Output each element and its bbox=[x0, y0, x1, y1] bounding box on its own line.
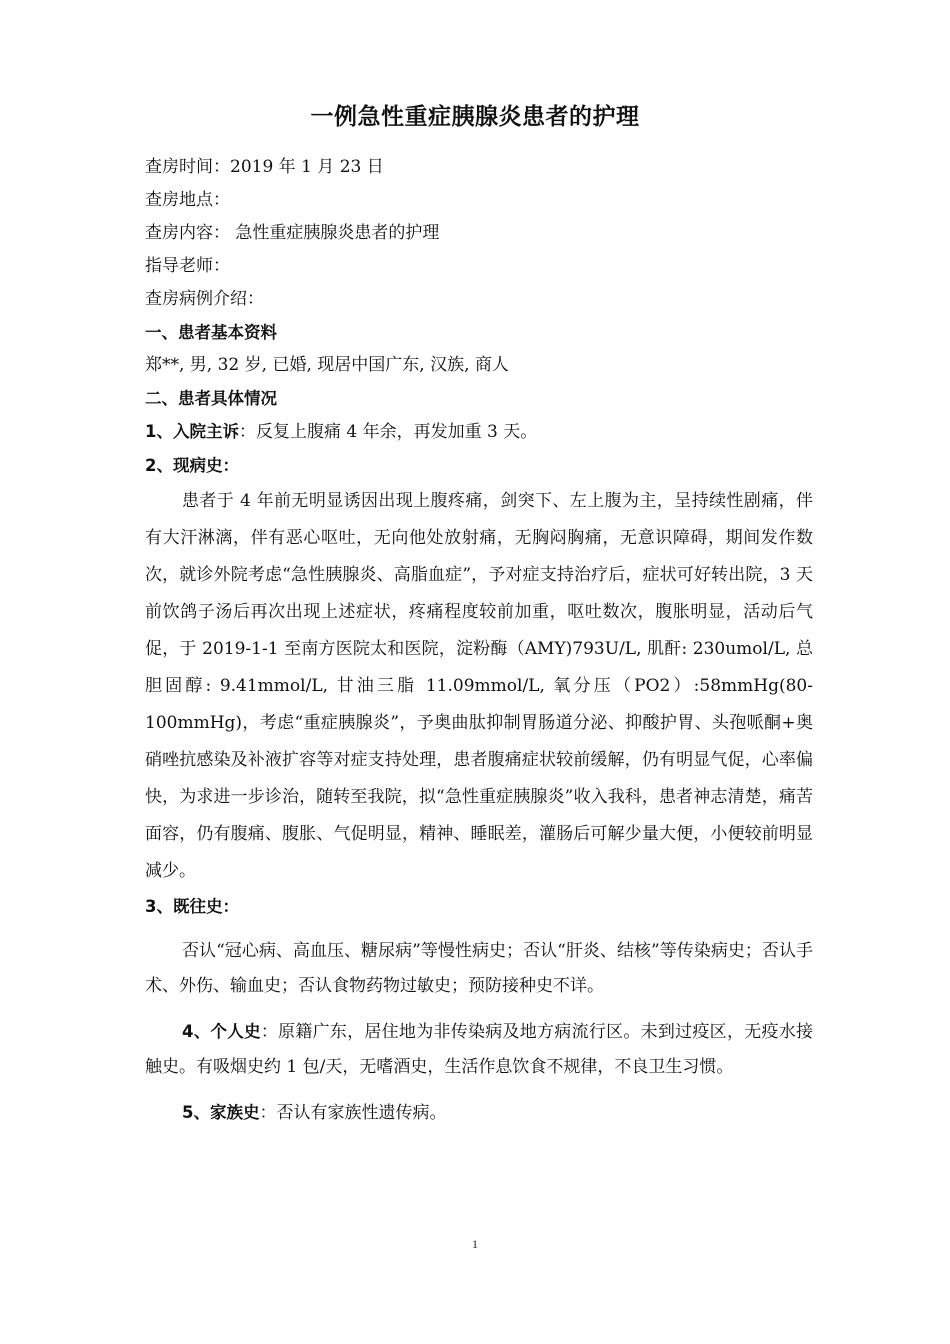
past-history-label: 3、既往史 bbox=[145, 897, 223, 916]
family-history-label: 5、家族史 bbox=[182, 1103, 260, 1122]
personal-history-label: 4、个人史 bbox=[182, 1022, 261, 1041]
personal-history-text: ：原籍广东，居住地为非传染病及地方病流行区。未到过疫区，无疫水接触史。有吸烟史约 1 包/天，无嗜酒史，生活作息饮食不规律，不良卫生习惯。 bbox=[145, 1022, 814, 1077]
rounds-content: 查房内容： 急性重症胰腺炎患者的护理 bbox=[145, 223, 440, 243]
spacer bbox=[145, 1004, 813, 1014]
present-history-colon: ： bbox=[222, 456, 239, 475]
rounds-case-intro: 查房病例介绍： bbox=[145, 289, 264, 309]
section-basic-info-heading: 一、患者基本资料 bbox=[145, 323, 277, 342]
document-title: 一例急性重症胰腺炎患者的护理 bbox=[310, 104, 640, 130]
rounds-place: 查房地点： bbox=[145, 190, 230, 210]
chief-complaint-label: 1、入院主诉 bbox=[145, 422, 239, 441]
rounds-teacher: 指导老师： bbox=[145, 256, 230, 276]
spacer bbox=[145, 1085, 813, 1095]
personal-history bbox=[145, 1014, 813, 1085]
present-history-heading bbox=[145, 449, 813, 483]
patient-basic-info: 郑**, 男, 32 岁, 已婚, 现居中国广东, 汉族, 商人 bbox=[145, 355, 509, 375]
rounds-time: 查房时间：2019 年 1 月 23 日 bbox=[145, 157, 384, 177]
past-history-heading bbox=[145, 890, 813, 924]
present-history-label: 2、现病史 bbox=[145, 456, 223, 475]
chief-complaint-text: ：反复上腹痛 4 年余，再发加重 3 天。 bbox=[238, 422, 538, 442]
present-history-text: 患者于 4 年前无明显诱因出现上腹疼痛，剑突下、左上腹为主，呈持续性剧痛，伴有大汗淋漓，伴有恶心呕吐，无向他处放射痛，无胸闷胸痛，无意识障碍，期间发作数次，就诊外院考虑“急性胰腺炎、高脂血症”，予对症支持治疗后，症状可好转出院，3 天前饮鸽子汤后再次出现上述症状，疼痛程度较前加重，呕吐数次，腹胀明显，活动后气促，于 2019-1-1 至南方医院太和医院，淀粉酶（AMY)793U/L, 肌酐: 230umol/L, 总胆固醇: 9.41mmol/L, 甘油三脂 11.09mmol/L, 氧分压（PO2）:58mmHg(80-100mmHg)，考虑“重症胰腺炎”，予奥曲肽抑制胃肠道分泌、抑酸护胃、头孢哌酮+奥硝唑抗感染及补液扩容等对症支持处理，患者腹痛症状较前缓解，仍有明显气促，心率偏快，为求进一步诊治，随转至我院，拟“急性重症胰腺炎”收入我科，患者神志清楚，痛苦面容，仍有腹痛、腹胀、气促明显，精神、睡眠差，灌肠后可解少量大便，小便较前明显减少。 bbox=[145, 491, 813, 881]
past-history-text: 否认“冠心病、高血压、糖尿病”等慢性病史；否认“肝炎、结核”等传染病史；否认手术、外伤、输血史；否认食物药物过敏史；预防接种史不详。 bbox=[145, 941, 813, 996]
page-number: 1 bbox=[472, 1237, 478, 1251]
past-history-colon: ： bbox=[222, 897, 239, 916]
chief-complaint bbox=[145, 415, 813, 449]
family-history-text: ：否认有家族性遗传病。 bbox=[259, 1103, 447, 1123]
family-history bbox=[145, 1095, 813, 1131]
section-detail-heading: 二、患者具体情况 bbox=[145, 389, 277, 408]
document-body bbox=[145, 151, 813, 1131]
spacer bbox=[145, 924, 813, 934]
